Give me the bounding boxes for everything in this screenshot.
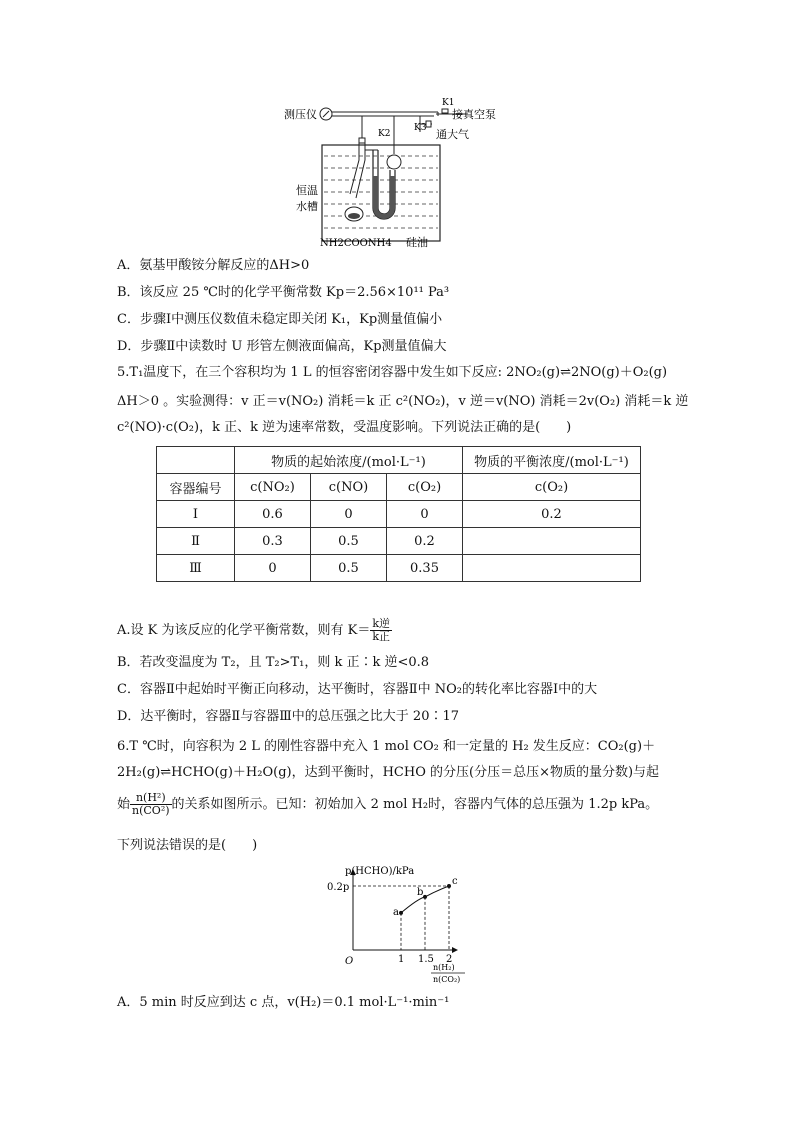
q4-option-d: D．步骤Ⅱ中读数时 U 形管左侧液面偏高，Kp测量值偏大 xyxy=(117,339,447,354)
q5-stem-line-3: c²(NO)·c(O₂)，k 正、k 逆为速率常数，受温度影响。下列说法正确的是( ) xyxy=(117,420,572,435)
table-cell xyxy=(463,528,641,555)
q6-stem-pre: 始 xyxy=(117,797,131,812)
data-point-label-a: a xyxy=(393,906,399,918)
table-header-container: 容器编号 xyxy=(157,474,235,501)
bath-label-1: 恒温 xyxy=(296,184,318,197)
table-cell: 0.6 xyxy=(235,501,311,528)
water-bath xyxy=(322,145,440,241)
q5-option-a-text: A.设 K 为该反应的化学平衡常数，则有 K＝ xyxy=(117,623,371,638)
table-cell: 0 xyxy=(311,501,387,528)
table-header-equilibrium: 物质的平衡浓度/(mol·L⁻¹) xyxy=(463,447,641,474)
x-tick-label: 2 xyxy=(446,954,453,965)
table-col-no: c(NO) xyxy=(311,474,387,501)
data-point-a xyxy=(399,911,403,915)
table-cell: 0 xyxy=(387,501,463,528)
ratio-fraction xyxy=(130,792,172,817)
y-tick-label: 0.2p xyxy=(327,882,350,893)
table-cell: 0.35 xyxy=(387,555,463,582)
table-cell: 0 xyxy=(235,555,311,582)
k-denominator: k正 xyxy=(372,630,391,643)
table-cell: Ⅰ xyxy=(157,501,235,528)
gauge-label: 测压仪 xyxy=(284,108,317,121)
q4-option-b: B．该反应 25 ℃时的化学平衡常数 Kp＝2.56×10¹¹ Pa³ xyxy=(117,285,450,300)
q5-option-a xyxy=(117,618,392,643)
x-tick-label: 1 xyxy=(398,954,405,965)
table-row xyxy=(157,501,641,528)
table-cell: 0.2 xyxy=(463,501,641,528)
table-row xyxy=(157,555,641,582)
atmosphere-label: 通大气 xyxy=(436,128,469,141)
k3-label: K3 xyxy=(414,123,427,133)
table-cell: Ⅲ xyxy=(157,555,235,582)
oil-label: 硅油 xyxy=(406,236,428,249)
data-point-b xyxy=(423,895,427,899)
x-axis-label-num: n(H₂) xyxy=(433,963,455,972)
table-col-o2: c(O₂) xyxy=(387,474,463,501)
q5-stem-line-2: ΔH＞0 。实验测得：v 正＝v(NO₂) 消耗＝k 正 c²(NO₂)，v 逆＝v(NO) 消耗＝2v(O₂) 消耗＝k 逆 xyxy=(117,394,689,409)
table-col-o2-eq: c(O₂) xyxy=(463,474,641,501)
q5-option-c: C．容器Ⅱ中起始时平衡正向移动，达平衡时，容器Ⅱ中 NO₂的转化率比容器Ⅰ中的大 xyxy=(117,682,598,697)
table-row xyxy=(157,528,641,555)
q5-data-table xyxy=(156,446,641,582)
q6-stem-line-1: 6.T ℃时，向容积为 2 L 的刚性容器中充入 1 mol CO₂ 和一定量的 H₂ 发生反应：CO₂(g)＋ xyxy=(117,739,656,754)
q5-stem-line-1: 5.T₁温度下，在三个容积均为 1 L 的恒容密闭容器中发生如下反应: 2NO₂(g)⇌2NO(g)＋O₂(g) xyxy=(117,365,668,380)
table-cell: Ⅱ xyxy=(157,528,235,555)
sample-label: NH2COONH4 xyxy=(320,238,392,249)
q6-stem-post: 的关系如图所示。已知：初始加入 2 mol H₂时，容器内气体的总压强为 1.2p kPa。 xyxy=(171,797,659,812)
ratio-denominator: n(CO²) xyxy=(132,804,170,817)
q5-option-d: D．达平衡时，容器Ⅱ与容器Ⅲ中的总压强之比大于 20∶17 xyxy=(117,709,460,724)
data-point-label-c: c xyxy=(452,876,458,887)
q6-stem-line-4: 下列说法错误的是( ) xyxy=(117,838,258,853)
q4-option-a: A．氨基甲酸铵分解反应的ΔH>0 xyxy=(117,258,310,273)
k-numerator: k逆 xyxy=(372,617,391,630)
q4-option-c: C．步骤Ⅰ中测压仪数值未稳定即关闭 K₁，Kp测量值偏小 xyxy=(117,312,443,327)
hcho-pressure-chart xyxy=(325,860,485,988)
table-cell: 0.2 xyxy=(387,528,463,555)
q6-stem-line-2: 2H₂(g)⇌HCHO(g)＋H₂O(g)，达到平衡时，HCHO 的分压(分压＝总压×物质的量分数)与起 xyxy=(117,765,660,780)
ratio-numerator: n(H²) xyxy=(130,792,172,805)
table-cell: 0.3 xyxy=(235,528,311,555)
k1-label: K1 xyxy=(442,98,455,108)
y-axis-label: p(HCHO)/kPa xyxy=(345,866,415,877)
origin-label: O xyxy=(345,956,354,967)
table-col-no2: c(NO₂) xyxy=(235,474,311,501)
table-corner xyxy=(157,447,235,474)
q5-option-b: B．若改变温度为 T₂，且 T₂>T₁，则 k 正∶k 逆<0.8 xyxy=(117,655,430,670)
bath-label-2: 水槽 xyxy=(296,200,318,213)
table-cell: 0.5 xyxy=(311,528,387,555)
apparatus-diagram xyxy=(270,90,530,250)
x-tick-label: 1.5 xyxy=(418,954,434,965)
table-header-initial: 物质的起始浓度/(mol·L⁻¹) xyxy=(235,447,463,474)
k2-label: K2 xyxy=(378,129,391,139)
vacuum-label: 接真空泵 xyxy=(452,108,496,121)
k-fraction xyxy=(370,618,392,643)
x-axis-label-den: n(CO₂) xyxy=(433,975,461,984)
q6-option-a: A．5 min 时反应到达 c 点，v(H₂)＝0.1 mol·L⁻¹·min⁻¹ xyxy=(117,995,450,1010)
table-cell xyxy=(463,555,641,582)
q6-stem-line-3 xyxy=(117,792,658,817)
data-point-label-b: b xyxy=(417,886,424,898)
table-cell: 0.5 xyxy=(311,555,387,582)
